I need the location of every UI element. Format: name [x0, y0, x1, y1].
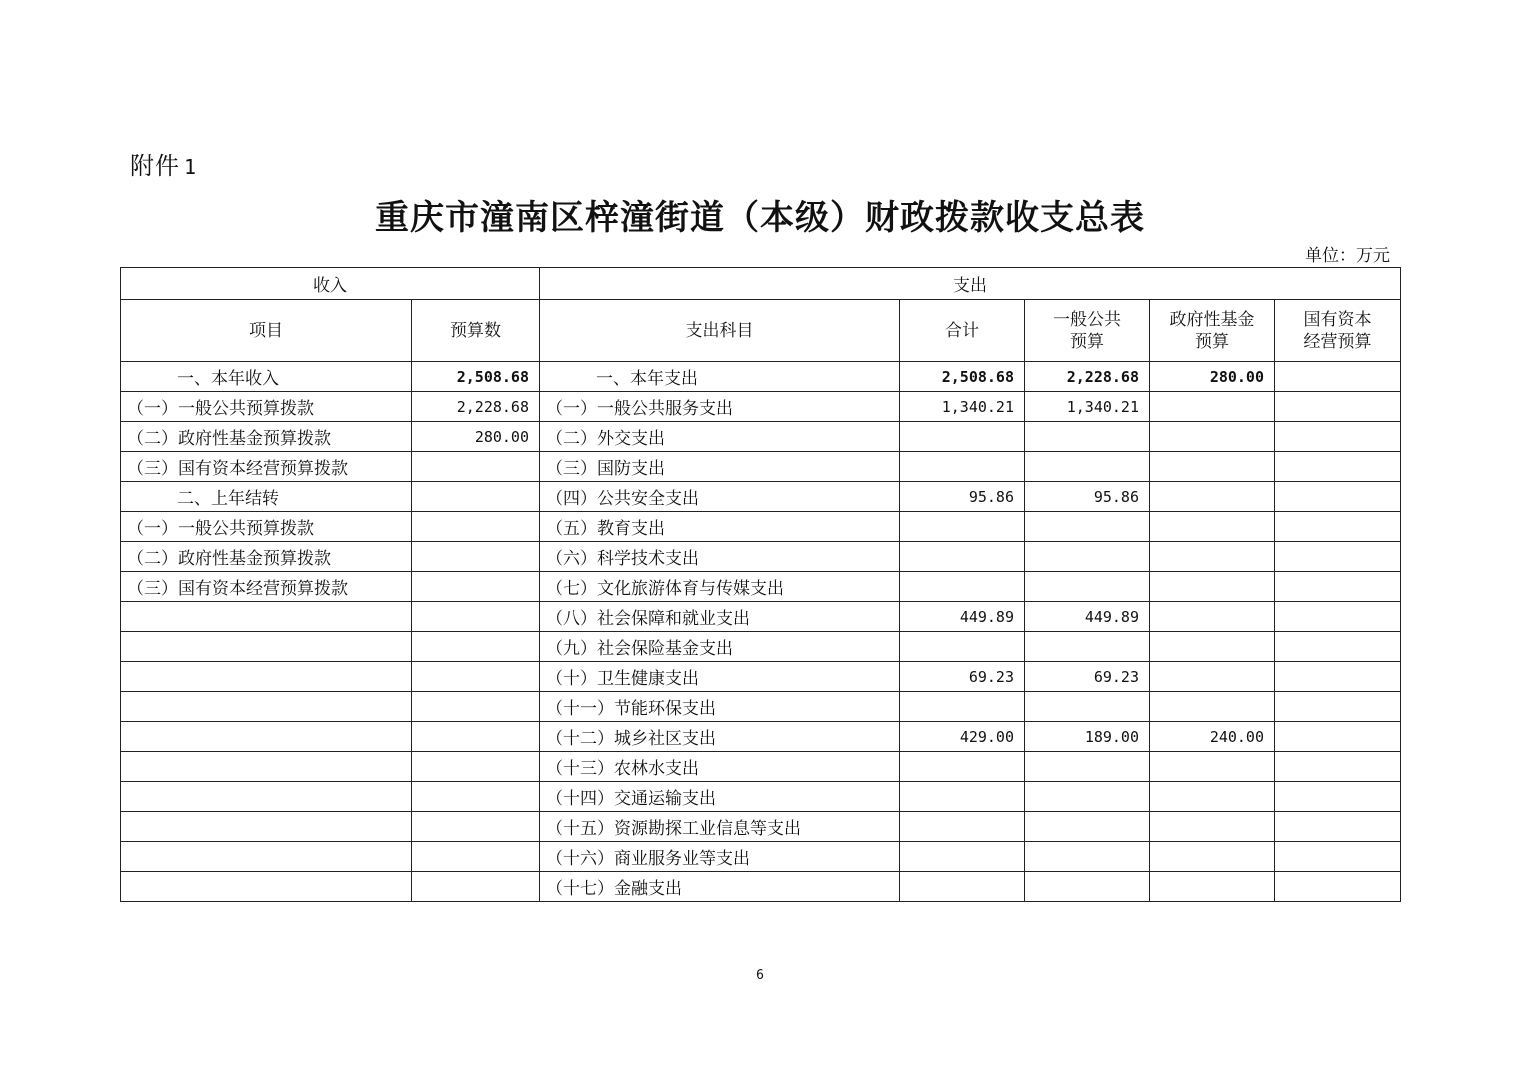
- total-cell: [900, 422, 1025, 452]
- col-budget: 预算数: [412, 300, 540, 362]
- expense-item-cell: （十二）城乡社区支出: [540, 722, 900, 752]
- general-public-cell: [1025, 572, 1150, 602]
- col-total: 合计: [900, 300, 1025, 362]
- total-cell: [900, 692, 1025, 722]
- income-amount-cell: [412, 512, 540, 542]
- table-row: [121, 452, 1401, 482]
- general-public-cell: [1025, 632, 1150, 662]
- table-row: [121, 812, 1401, 842]
- state-capital-cell: [1275, 572, 1401, 602]
- income-amount-cell: [412, 722, 540, 752]
- expense-item-cell: （三）国防支出: [540, 452, 900, 482]
- income-amount-cell: [412, 542, 540, 572]
- table-row: [121, 782, 1401, 812]
- group-header-row: [121, 268, 1401, 300]
- state-capital-cell: [1275, 662, 1401, 692]
- state-capital-cell: [1275, 782, 1401, 812]
- col-expense-item: 支出科目: [540, 300, 900, 362]
- state-capital-cell: [1275, 872, 1401, 902]
- income-amount-cell: 280.00: [412, 422, 540, 452]
- income-item-cell: [121, 812, 412, 842]
- income-item-cell: [121, 692, 412, 722]
- total-cell: [900, 452, 1025, 482]
- total-cell: [900, 872, 1025, 902]
- col-state-capital: [1275, 300, 1401, 362]
- expense-item-cell: （六）科学技术支出: [540, 542, 900, 572]
- expense-item-cell: （八）社会保障和就业支出: [540, 602, 900, 632]
- income-item-cell: [121, 782, 412, 812]
- state-capital-cell: [1275, 392, 1401, 422]
- expense-item-cell: （十）卫生健康支出: [540, 662, 900, 692]
- total-cell: [900, 752, 1025, 782]
- table-row: [121, 572, 1401, 602]
- total-cell: [900, 572, 1025, 602]
- gov-fund-cell: [1150, 842, 1275, 872]
- income-item-cell: （二）政府性基金预算拨款: [121, 542, 412, 572]
- general-public-cell: [1025, 752, 1150, 782]
- table-row: [121, 872, 1401, 902]
- attachment-label: [130, 146, 197, 181]
- expense-item-cell: （二）外交支出: [540, 422, 900, 452]
- total-cell: 429.00: [900, 722, 1025, 752]
- state-capital-cell: [1275, 812, 1401, 842]
- page-number: 6: [756, 968, 764, 983]
- general-public-cell: [1025, 812, 1150, 842]
- gov-fund-cell: [1150, 812, 1275, 842]
- income-item-cell: [121, 842, 412, 872]
- income-item-cell: [121, 662, 412, 692]
- income-amount-cell: [412, 812, 540, 842]
- table-row: [121, 692, 1401, 722]
- col-gov-fund-text: 政府性基金预算: [1169, 309, 1255, 352]
- table-row: [121, 362, 1401, 392]
- total-cell: [900, 512, 1025, 542]
- table-row: [121, 632, 1401, 662]
- table-row: [121, 512, 1401, 542]
- col-gov-fund: [1150, 300, 1275, 362]
- general-public-cell: [1025, 872, 1150, 902]
- expense-item-cell: （十四）交通运输支出: [540, 782, 900, 812]
- page-title: 重庆市潼南区梓潼街道（本级）财政拨款收支总表: [375, 198, 1145, 238]
- income-item-cell: （三）国有资本经营预算拨款: [121, 452, 412, 482]
- expense-item-cell: （十五）资源勘探工业信息等支出: [540, 812, 900, 842]
- gov-fund-cell: [1150, 482, 1275, 512]
- total-cell: [900, 542, 1025, 572]
- table-row: [121, 542, 1401, 572]
- income-amount-cell: 2,228.68: [412, 392, 540, 422]
- income-amount-cell: [412, 782, 540, 812]
- general-public-cell: 1,340.21: [1025, 392, 1150, 422]
- income-amount-cell: [412, 752, 540, 782]
- income-item-cell: 二、上年结转: [121, 482, 412, 512]
- general-public-cell: [1025, 692, 1150, 722]
- expense-item-cell: （十六）商业服务业等支出: [540, 842, 900, 872]
- income-item-cell: （一）一般公共预算拨款: [121, 392, 412, 422]
- gov-fund-cell: [1150, 662, 1275, 692]
- gov-fund-cell: [1150, 602, 1275, 632]
- state-capital-cell: [1275, 542, 1401, 572]
- expense-item-cell: 一、本年支出: [540, 362, 900, 392]
- gov-fund-cell: 240.00: [1150, 722, 1275, 752]
- expense-item-cell: （一）一般公共服务支出: [540, 392, 900, 422]
- expense-item-cell: （九）社会保险基金支出: [540, 632, 900, 662]
- income-item-cell: [121, 722, 412, 752]
- expense-item-cell: （十七）金融支出: [540, 872, 900, 902]
- state-capital-cell: [1275, 512, 1401, 542]
- table-row: [121, 722, 1401, 752]
- expense-item-cell: （十三）农林水支出: [540, 752, 900, 782]
- income-amount-cell: [412, 632, 540, 662]
- total-cell: 1,340.21: [900, 392, 1025, 422]
- total-cell: [900, 632, 1025, 662]
- state-capital-cell: [1275, 752, 1401, 782]
- gov-fund-cell: [1150, 632, 1275, 662]
- income-amount-cell: [412, 602, 540, 632]
- total-cell: 69.23: [900, 662, 1025, 692]
- income-amount-cell: [412, 662, 540, 692]
- expense-header: 支出: [540, 268, 1401, 300]
- state-capital-cell: [1275, 602, 1401, 632]
- col-general-public: [1025, 300, 1150, 362]
- state-capital-cell: [1275, 632, 1401, 662]
- income-item-cell: [121, 632, 412, 662]
- table-row: [121, 602, 1401, 632]
- general-public-cell: 95.86: [1025, 482, 1150, 512]
- gov-fund-cell: [1150, 422, 1275, 452]
- state-capital-cell: [1275, 482, 1401, 512]
- column-header-row: [121, 300, 1401, 362]
- state-capital-cell: [1275, 362, 1401, 392]
- gov-fund-cell: [1150, 782, 1275, 812]
- general-public-cell: 69.23: [1025, 662, 1150, 692]
- total-cell: 95.86: [900, 482, 1025, 512]
- total-cell: [900, 812, 1025, 842]
- income-amount-cell: [412, 842, 540, 872]
- income-amount-cell: [412, 692, 540, 722]
- table-row: [121, 842, 1401, 872]
- general-public-cell: 2,228.68: [1025, 362, 1150, 392]
- table-row: [121, 392, 1401, 422]
- state-capital-cell: [1275, 452, 1401, 482]
- income-item-cell: （一）一般公共预算拨款: [121, 512, 412, 542]
- gov-fund-cell: [1150, 572, 1275, 602]
- income-amount-cell: [412, 572, 540, 602]
- gov-fund-cell: [1150, 872, 1275, 902]
- total-cell: 2,508.68: [900, 362, 1025, 392]
- gov-fund-cell: 280.00: [1150, 362, 1275, 392]
- income-amount-cell: [412, 872, 540, 902]
- gov-fund-cell: [1150, 752, 1275, 782]
- table-row: [121, 752, 1401, 782]
- total-cell: [900, 782, 1025, 812]
- state-capital-cell: [1275, 722, 1401, 752]
- attachment-text: 附件: [130, 152, 180, 180]
- general-public-cell: 449.89: [1025, 602, 1150, 632]
- gov-fund-cell: [1150, 512, 1275, 542]
- table-row: [121, 662, 1401, 692]
- general-public-cell: [1025, 512, 1150, 542]
- expense-item-cell: （四）公共安全支出: [540, 482, 900, 512]
- col-state-capital-text: 国有资本经营预算: [1303, 309, 1372, 352]
- income-item-cell: 一、本年收入: [121, 362, 412, 392]
- income-amount-cell: [412, 452, 540, 482]
- gov-fund-cell: [1150, 392, 1275, 422]
- gov-fund-cell: [1150, 452, 1275, 482]
- income-amount-cell: [412, 482, 540, 512]
- general-public-cell: [1025, 782, 1150, 812]
- general-public-cell: [1025, 542, 1150, 572]
- unit-label: 单位：万元: [1305, 246, 1390, 266]
- state-capital-cell: [1275, 692, 1401, 722]
- expense-item-cell: （十一）节能环保支出: [540, 692, 900, 722]
- expense-item-cell: （五）教育支出: [540, 512, 900, 542]
- state-capital-cell: [1275, 842, 1401, 872]
- general-public-cell: [1025, 842, 1150, 872]
- col-item: 项目: [121, 300, 412, 362]
- gov-fund-cell: [1150, 692, 1275, 722]
- table-row: [121, 422, 1401, 452]
- expense-item-cell: （七）文化旅游体育与传媒支出: [540, 572, 900, 602]
- general-public-cell: 189.00: [1025, 722, 1150, 752]
- col-general-public-text: 一般公共预算: [1053, 309, 1121, 352]
- general-public-cell: [1025, 452, 1150, 482]
- income-item-cell: （二）政府性基金预算拨款: [121, 422, 412, 452]
- income-header: 收入: [121, 268, 540, 300]
- income-item-cell: [121, 752, 412, 782]
- budget-table: [120, 267, 1401, 902]
- income-item-cell: （三）国有资本经营预算拨款: [121, 572, 412, 602]
- income-amount-cell: 2,508.68: [412, 362, 540, 392]
- state-capital-cell: [1275, 422, 1401, 452]
- total-cell: [900, 842, 1025, 872]
- income-item-cell: [121, 872, 412, 902]
- general-public-cell: [1025, 422, 1150, 452]
- table-row: [121, 482, 1401, 512]
- gov-fund-cell: [1150, 542, 1275, 572]
- attachment-number: 1: [184, 155, 198, 179]
- total-cell: 449.89: [900, 602, 1025, 632]
- income-item-cell: [121, 602, 412, 632]
